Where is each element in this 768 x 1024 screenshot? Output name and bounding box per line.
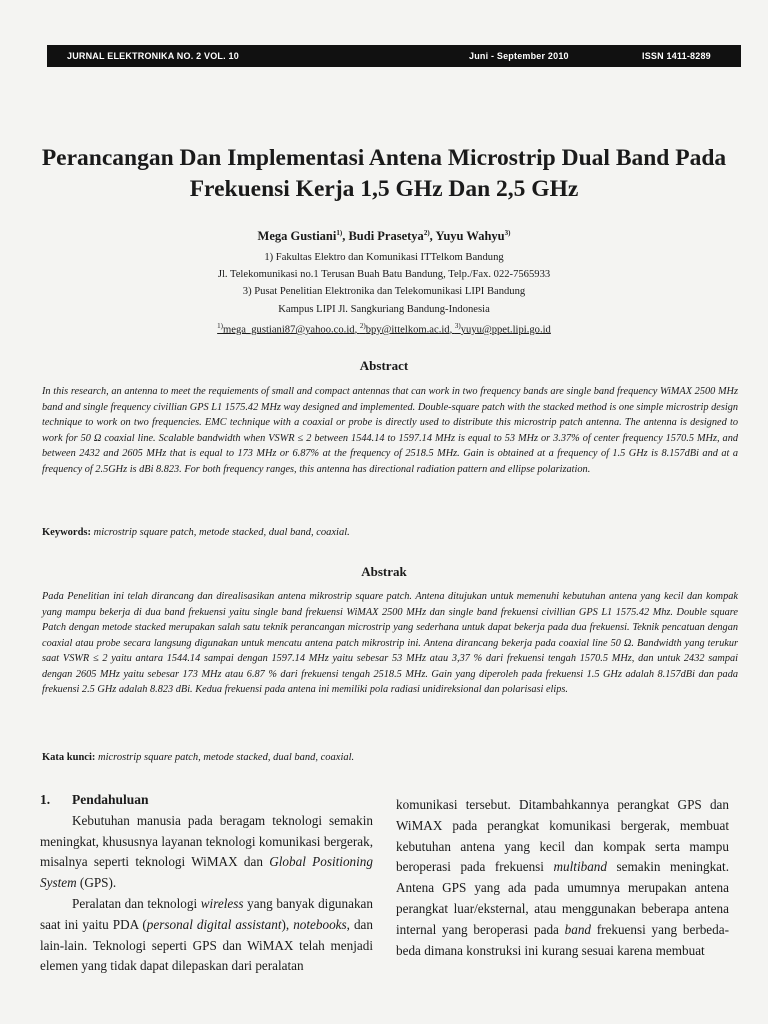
column-left — [40, 790, 373, 977]
author-2: Budi Prasetya — [348, 229, 424, 244]
affiliations — [40, 249, 728, 339]
section-title: Pendahuluan — [72, 792, 149, 807]
email-2-sup: 2) — [359, 321, 366, 330]
text-run: Peralatan dan teknologi — [72, 895, 201, 911]
issn: ISSN 1411-8289 — [642, 51, 711, 61]
text-run-italic: band — [564, 921, 591, 937]
text-run: yang banyak digunakan saat ini yaitu PDA ( — [40, 895, 374, 932]
author-1-sup: 1) — [336, 229, 343, 237]
email-3-sup: 3) — [454, 321, 461, 330]
paragraph — [40, 894, 373, 977]
kata-kunci-label: Kata kunci: — [42, 752, 96, 763]
author-2-sup: 2) — [423, 229, 430, 237]
kata-kunci-text: microstrip square patch, metode stacked, dual band, coaxial. — [98, 752, 355, 763]
kata-kunci — [42, 752, 738, 763]
text-run: frekuensi yang berbeda-beda dimana konstruksi ini kurang sesuai karena membuat — [396, 921, 729, 958]
text-run-italic: notebooks — [293, 916, 347, 932]
email-2-link[interactable]: bpy@ittelkom.ac.id — [365, 324, 450, 336]
text-run: , dan lain-lain. Teknologi seperti GPS dan WiMAX telah menjadi elemen yang tidak dapat dilepaskan dari peralatan — [40, 916, 373, 974]
text-run: Kebutuhan manusia pada beragam teknologi semakin meningkat, khususnya layanan teknologi komunikasi bergerak, misalnya seperti teknologi WiMAX dan — [40, 812, 373, 870]
abstract-heading: Abstract — [359, 358, 409, 373]
text-run-italic: personal digital assistant — [146, 916, 282, 932]
section-heading — [40, 790, 373, 811]
text-run: semakin meningkat. Antena GPS yang ada pada umumnya merupakan antena perangkat luar/eksternal, atau menggunakan beberapa antena internal yang beroperasi pada — [396, 859, 729, 937]
text-run: (GPS). — [76, 875, 117, 891]
affiliation-line: 3) Pusat Penelitian Elektronika dan Telekomunikasi LIPI Bandung — [242, 286, 526, 298]
column-right — [396, 795, 729, 961]
keywords — [42, 527, 738, 538]
abstrak-body: Pada Penelitian ini telah dirancang dan direalisasikan antena mikrostrip square patch. Antena ditujukan untuk memenuhi kebutuhan antena yang kecil dan kompak yang mampu bekerja di dua band frekuensi yaitu single band frekuensi WiMAX 2500 MHz dan single band frekuensi civillian GPS L1 1575.42 Mhz. Double square Patch dengan metode stacked merupakan salah satu teknik perancangan microstrip yang sederhana untuk dapat bekerja pada dua frekuensi. Teknik pencatuan dengan coaxial atau probe secara langsung digunakan untuk mencatu antena patch mikrostrip ini. Antena dirancang bekerja pada coaxial line 50 Ω. Bandwidth yang terukur saat VSWR ≤ 2 yaitu antara 1544.14 sampai dengan 1597.14 MHz yaitu sebesar 53 MHz atau 3,37 % dari frekuensi tengah 1570.5 MHz, dan untuk 2432 sampai dengan 2605 MHz yaitu sebesar 173 MHz atau 6.87 % dari frekuensi tengah 2518.5 MHz. Gain yang diperoleh pada frekuensi 1.5 GHz adalah 8.157dBi dan pada frekuensi 2.5 GHz adalah 8.823 dBi. Kedua frekuensi pada antena ini memiliki pola radiasi unidireksional dan polarisasi elips. — [42, 591, 738, 695]
section-number: 1. — [40, 792, 51, 807]
journal-header-bar — [47, 45, 741, 67]
keywords-label: Keywords: — [42, 527, 91, 538]
text-run-italic: wireless — [200, 895, 244, 911]
email-3-link[interactable]: yuyu@ppet.lipi.go.id — [460, 324, 551, 336]
abstract-body: In this research, an antenna to meet the requiements of small and compact antennas that can work in two frequency bands are single band frequency WiMAX 2500 MHz band and single frequency civillian GPS L1 1575.42 MHz way designed and implemented. Double-square patch with the stacked method is one simple microstrip design technique to work on two frequencies. EMC technique with a coaxial or probe is directly used to distribute this microstrip patch antenna. The antenna is designed to work for 50 Ω coaxial line. Scalable bandwidth when VSWR ≤ 2 between 1544.14 to 1597.14 MHz is equal to 53 MHz or 3.37% of center frequency 1570.5 MHz, and between 2432 and 2605 MHz that is equal to 173 MHz or 6.87% at the frequency of 2518.5 MHz. Gain is obtained at a frequency of 1.5 GHz is 8.157dBi and at a frequency of 2.5GHz is dBi 8.823. For both frequency ranges, this antenna has directional radiation pattern and ellipse polarization. — [42, 386, 738, 475]
affiliation-line: 1) Fakultas Elektro dan Komunikasi ITTelkom Bandung — [264, 252, 504, 263]
paragraph — [396, 795, 729, 961]
email-1-sup: 1) — [217, 321, 223, 330]
affiliation-line: Jl. Telekomunikasi no.1 Terusan Buah Batu Bandung, Telp./Fax. 022-7565933 — [217, 269, 551, 281]
abstrak-heading: Abstrak — [361, 564, 407, 579]
text-run: ), — [281, 916, 294, 932]
author-3: Yuyu Wahyu — [435, 229, 505, 244]
paper-title: Perancangan Dan Implementasi Antena Microstrip Dual Band Pada Frekuensi Kerja 1,5 GHz Dan 2,5 GHz — [41, 145, 727, 202]
issue-date: Juni - September 2010 — [469, 51, 569, 61]
journal-name: JURNAL ELEKTRONIKA NO. 2 VOL. 10 — [67, 51, 239, 61]
text-run-italic: Global Positioning System — [40, 854, 373, 891]
author-list: Mega Gustiani$^{1)}$, Budi Prasetya$^{2)}$, Yuyu Wahyu$^{3)}$ — [257, 229, 511, 244]
keywords-text: microstrip square patch, metode stacked, dual band, coaxial. — [93, 527, 350, 538]
author-3-sup: 3) — [504, 229, 511, 237]
affiliation-line: Kampus LIPI Jl. Sangkuriang Bandung-Indonesia — [278, 303, 490, 315]
text-run-italic: multiband — [553, 859, 607, 875]
author-1: Mega Gustiani — [257, 229, 337, 244]
text-run: komunikasi tersebut. Ditambahkannya perangkat GPS dan WiMAX pada perangkat komunikasi bergerak, membuat kebutuhan antena yang kecil dan kompak serta mampu beroperasi pada frekuensi — [396, 797, 729, 875]
email-1-link[interactable]: mega_gustiani87@yahoo.co.id — [223, 324, 355, 336]
paragraph — [40, 811, 373, 894]
email-list: $^{1)}$mega_gustiani87@yahoo.co.id, $^{2)}$bpy@ittelkom.ac.id, $^{3)}$yuyu@ppet.lipi.go.id — [217, 321, 551, 336]
